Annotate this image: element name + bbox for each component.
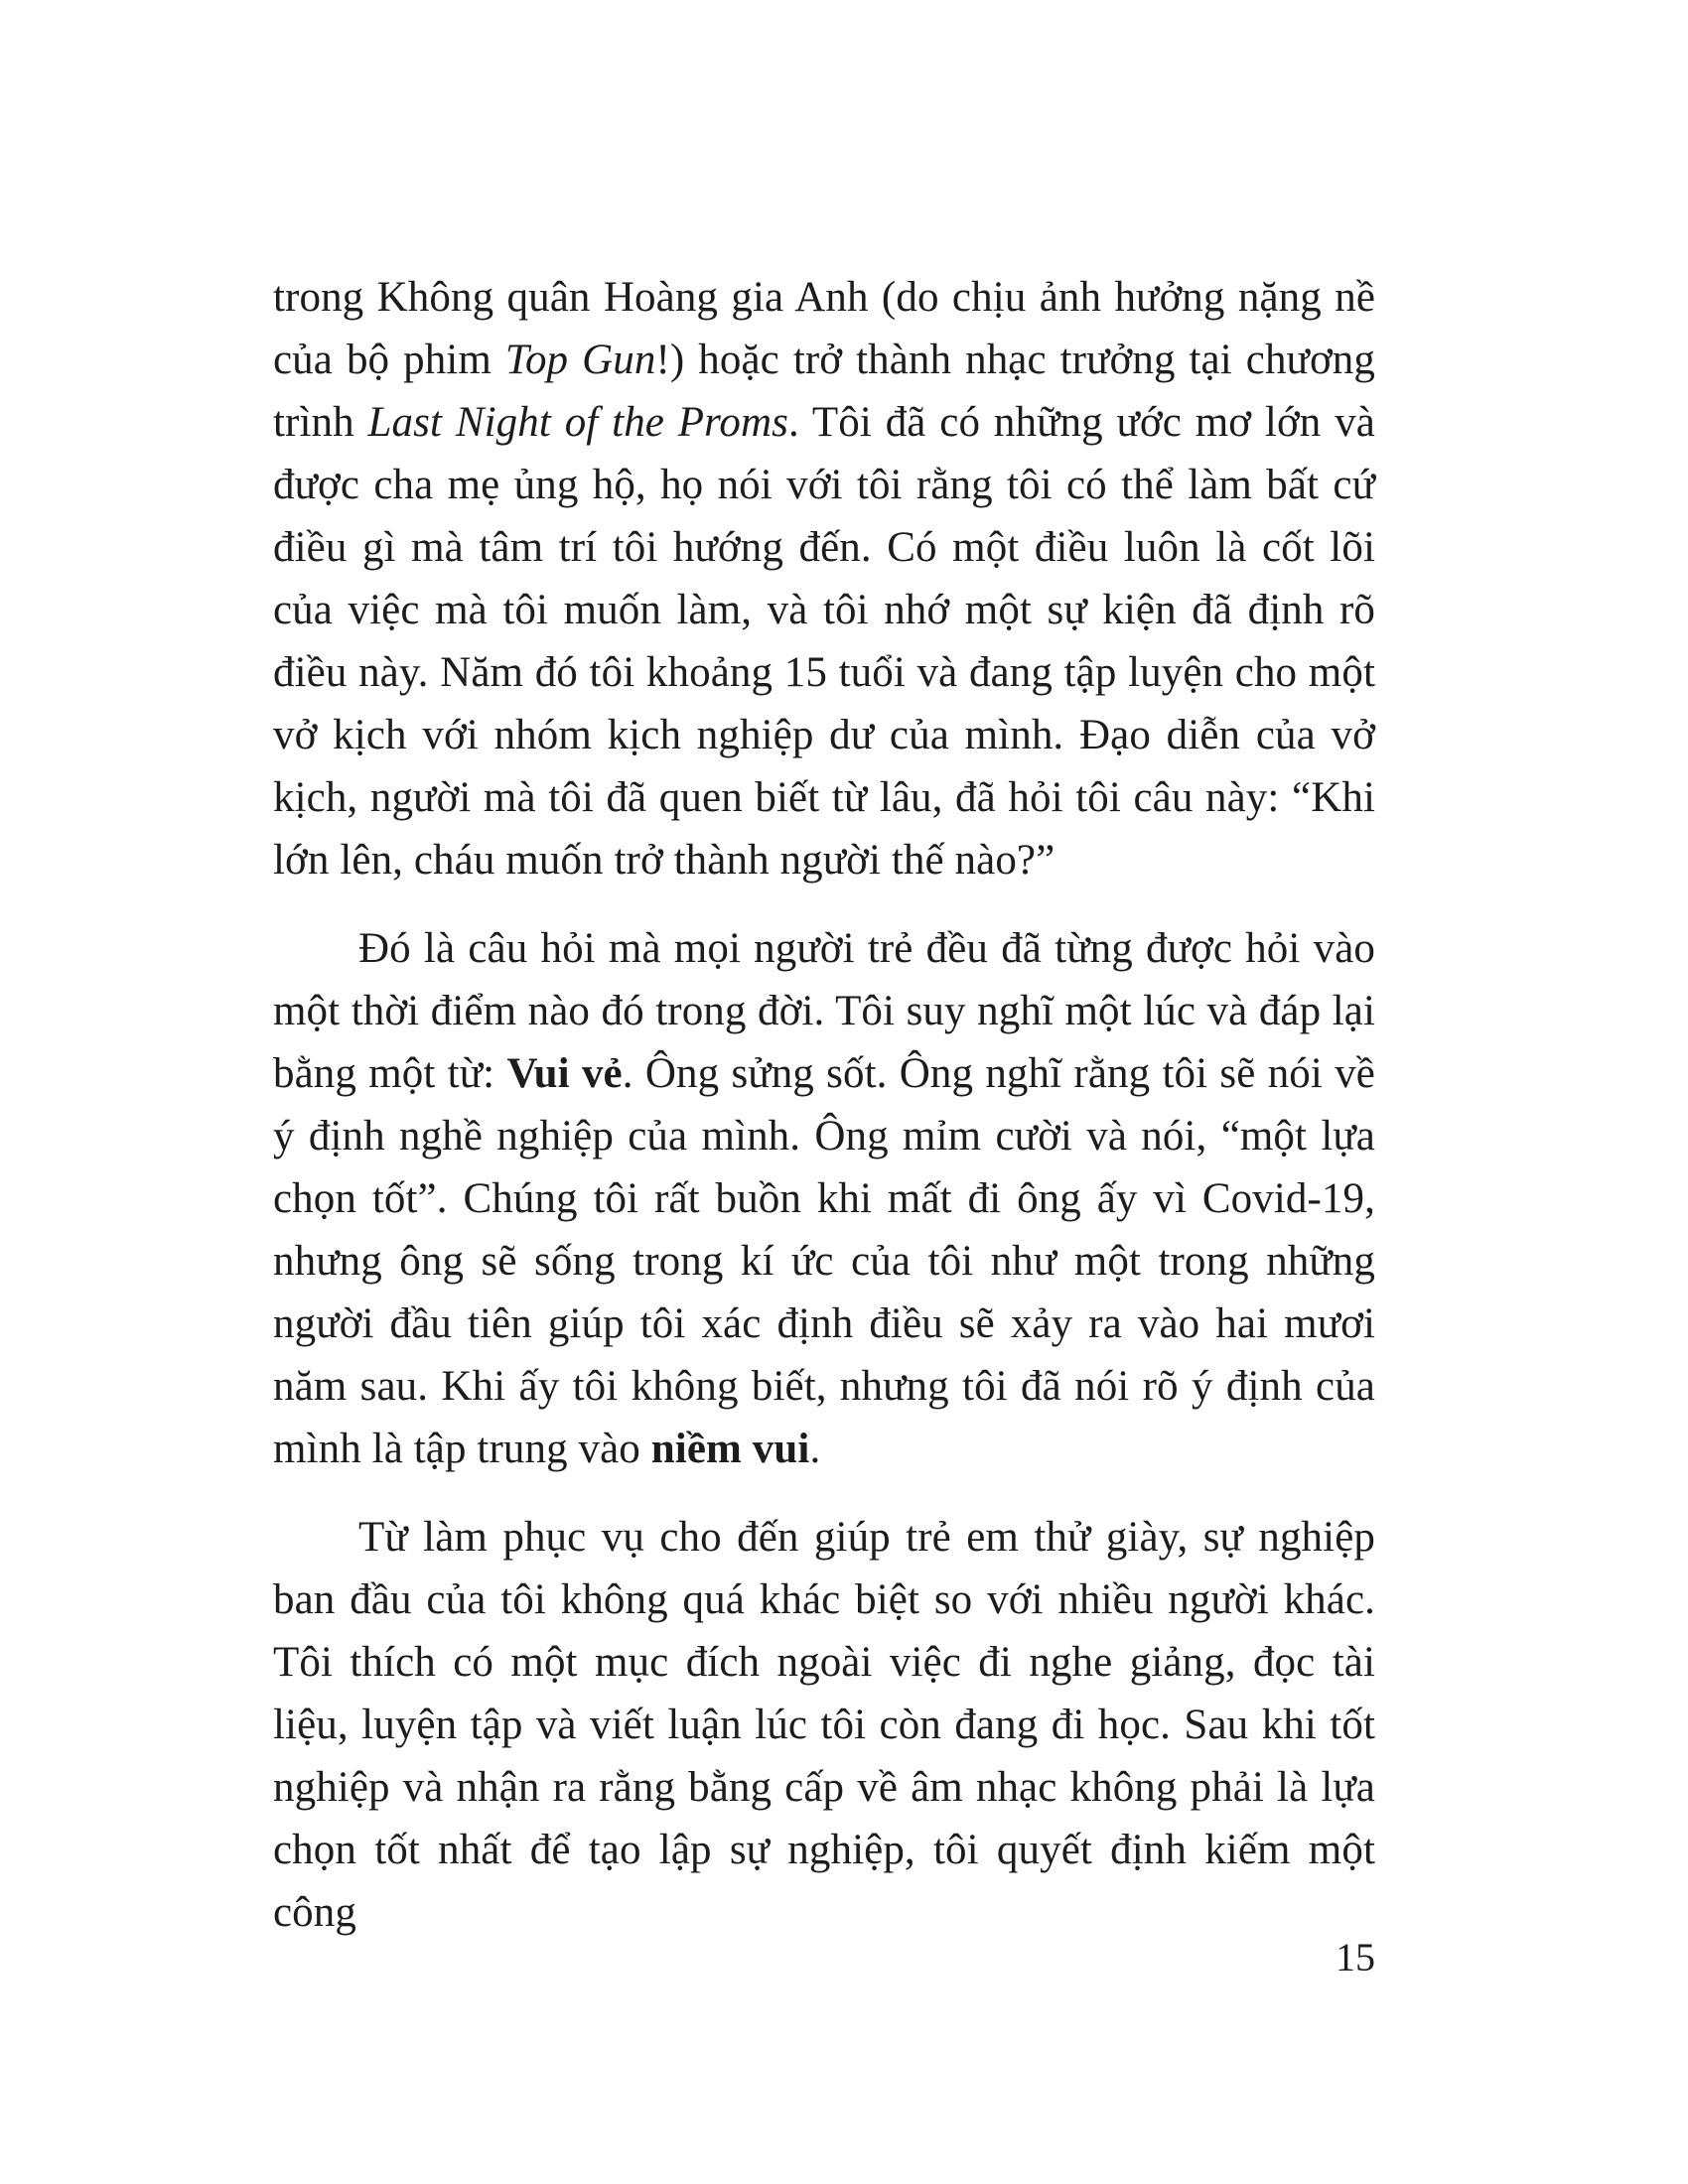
text-run: niềm vui xyxy=(650,1426,810,1472)
paragraph xyxy=(273,1506,1375,1944)
text-run: !) hoặc trở thành nhạc trưởng tại chương trình xyxy=(273,337,1375,446)
text-run: Last Night of the Proms xyxy=(367,399,788,446)
text-run: trong Không quân Hoàng gia Anh (do chịu ảnh hưởng nặng nề của bộ phim xyxy=(273,274,1375,383)
paragraph xyxy=(273,266,1375,891)
text-run: Vui vẻ xyxy=(506,1050,623,1097)
paragraph xyxy=(273,917,1375,1480)
text-run: Từ làm phục vụ cho đến giúp trẻ em thử giày, sự nghiệp ban đầu của tôi không quá khác biệt so với nhiều người khác. Tôi thích có một mục đích ngoài việc đi nghe giảng, đọc tài liệu, luyện tập và viết luận lúc tôi còn đang đi học. Sau khi tốt nghiệp và nhận ra rằng bằng cấp về âm nhạc không phải là lựa chọn tốt nhất để tạo lập sự nghiệp, tôi quyết định kiếm một công xyxy=(273,1514,1375,1936)
text-run: . xyxy=(809,1426,821,1472)
page-number: 15 xyxy=(1336,1935,1375,1979)
page-text xyxy=(273,266,1375,1944)
text-run: . Ông sửng sốt. Ông nghĩ rằng tôi sẽ nói về ý định nghề nghiệp của mình. Ông mỉm cười và nói, “một lựa chọn tốt”. Chúng tôi rất buồn khi mất đi ông ấy vì Covid-19, nhưng ông sẽ sống trong kí ức của tôi như một trong những người đầu tiên giúp tôi xác định điều sẽ xảy ra vào hai mươi năm sau. Khi ấy tôi không biết, nhưng tôi đã nói rõ ý định của mình là tập trung vào xyxy=(273,1050,1375,1472)
text-run: Đó là câu hỏi mà mọi người trẻ đều đã từng được hỏi vào một thời điểm nào đó trong đời. Tôi suy nghĩ một lúc và đáp lại bằng một từ: xyxy=(273,925,1375,1097)
text-run: . Tôi đã có những ước mơ lớn và được cha mẹ ủng hộ, họ nói với tôi rằng tôi có thể làm bất cứ điều gì mà tâm trí tôi hướng đến. Có một điều luôn là cốt lõi của việc mà tôi muốn làm, và tôi nhớ một sự kiện đã định rõ điều này. Năm đó tôi khoảng 15 tuổi và đang tập luyện cho một vở kịch với nhóm kịch nghiệp dư của mình. Đạo diễn của vở kịch, người mà tôi đã quen biết từ lâu, đã hỏi tôi câu này: “Khi lớn lên, cháu muốn trở thành người thế nào?” xyxy=(273,399,1375,884)
text-run: Top Gun xyxy=(504,337,656,383)
